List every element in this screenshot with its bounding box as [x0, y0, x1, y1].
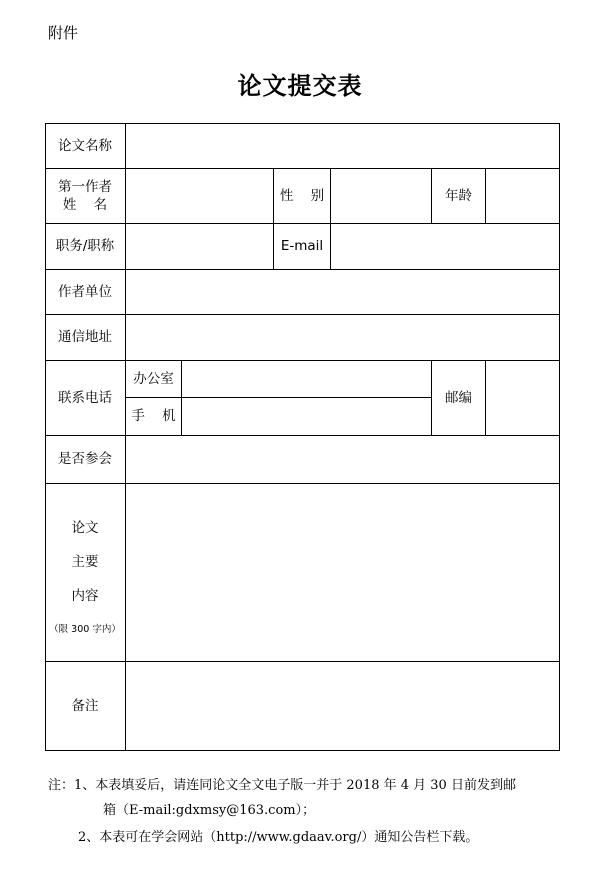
content-field[interactable]	[125, 483, 560, 662]
email-label: E-mail	[280, 238, 324, 255]
position-field[interactable]	[125, 223, 274, 270]
note-line-3: 2、本表可在学会网站（http://www.gdaav.org/）通知公告栏下载。	[78, 830, 479, 845]
affiliation-label: 作者单位	[58, 283, 112, 300]
gender-label: 性 别	[279, 187, 325, 204]
office-phone-field[interactable]	[181, 360, 432, 398]
content-limit-note: （限 300 字内）	[49, 624, 121, 635]
mobile-phone-field[interactable]	[181, 397, 432, 436]
first-author-label-line1: 第一作者	[58, 178, 112, 195]
first-author-label-line2: 姓 名	[62, 197, 108, 213]
note-line-2: 箱（E-mail:gdxmsy@163.com）；	[103, 803, 316, 818]
age-label: 年龄	[445, 187, 472, 204]
remarks-label: 备注	[71, 697, 99, 714]
age-field[interactable]	[485, 168, 560, 224]
first-author-name-field[interactable]	[125, 168, 274, 224]
office-label: 办公室	[133, 370, 174, 387]
submission-form	[45, 123, 560, 751]
content-label-line1: 论文	[71, 520, 99, 536]
phone-label: 联系电话	[58, 389, 112, 406]
postcode-label: 邮编	[445, 389, 472, 406]
attachment-label: 附件	[48, 24, 79, 42]
attend-label: 是否参会	[58, 451, 112, 468]
paper-title-label: 论文名称	[58, 137, 112, 154]
attend-field[interactable]	[125, 435, 560, 484]
postcode-field[interactable]	[485, 360, 560, 436]
note-line-1: 注：1、本表填妥后，请连同论文全文电子版一并于 2018 年 4 月 30 日前发到邮	[48, 778, 516, 793]
paper-title-field[interactable]	[125, 123, 560, 169]
affiliation-field[interactable]	[125, 269, 560, 315]
email-field[interactable]	[330, 223, 560, 270]
position-label: 职务/职称	[55, 238, 115, 255]
mobile-label: 手 机	[131, 408, 176, 425]
remarks-field[interactable]	[125, 661, 560, 751]
content-label-line3: 内容	[71, 588, 99, 604]
address-label: 通信地址	[58, 329, 112, 346]
page-title: 论文提交表	[237, 71, 363, 100]
first-author-label	[45, 168, 125, 224]
content-label	[45, 483, 125, 661]
address-field[interactable]	[125, 314, 560, 361]
content-label-line2: 主要	[71, 554, 99, 570]
gender-field[interactable]	[330, 168, 432, 224]
